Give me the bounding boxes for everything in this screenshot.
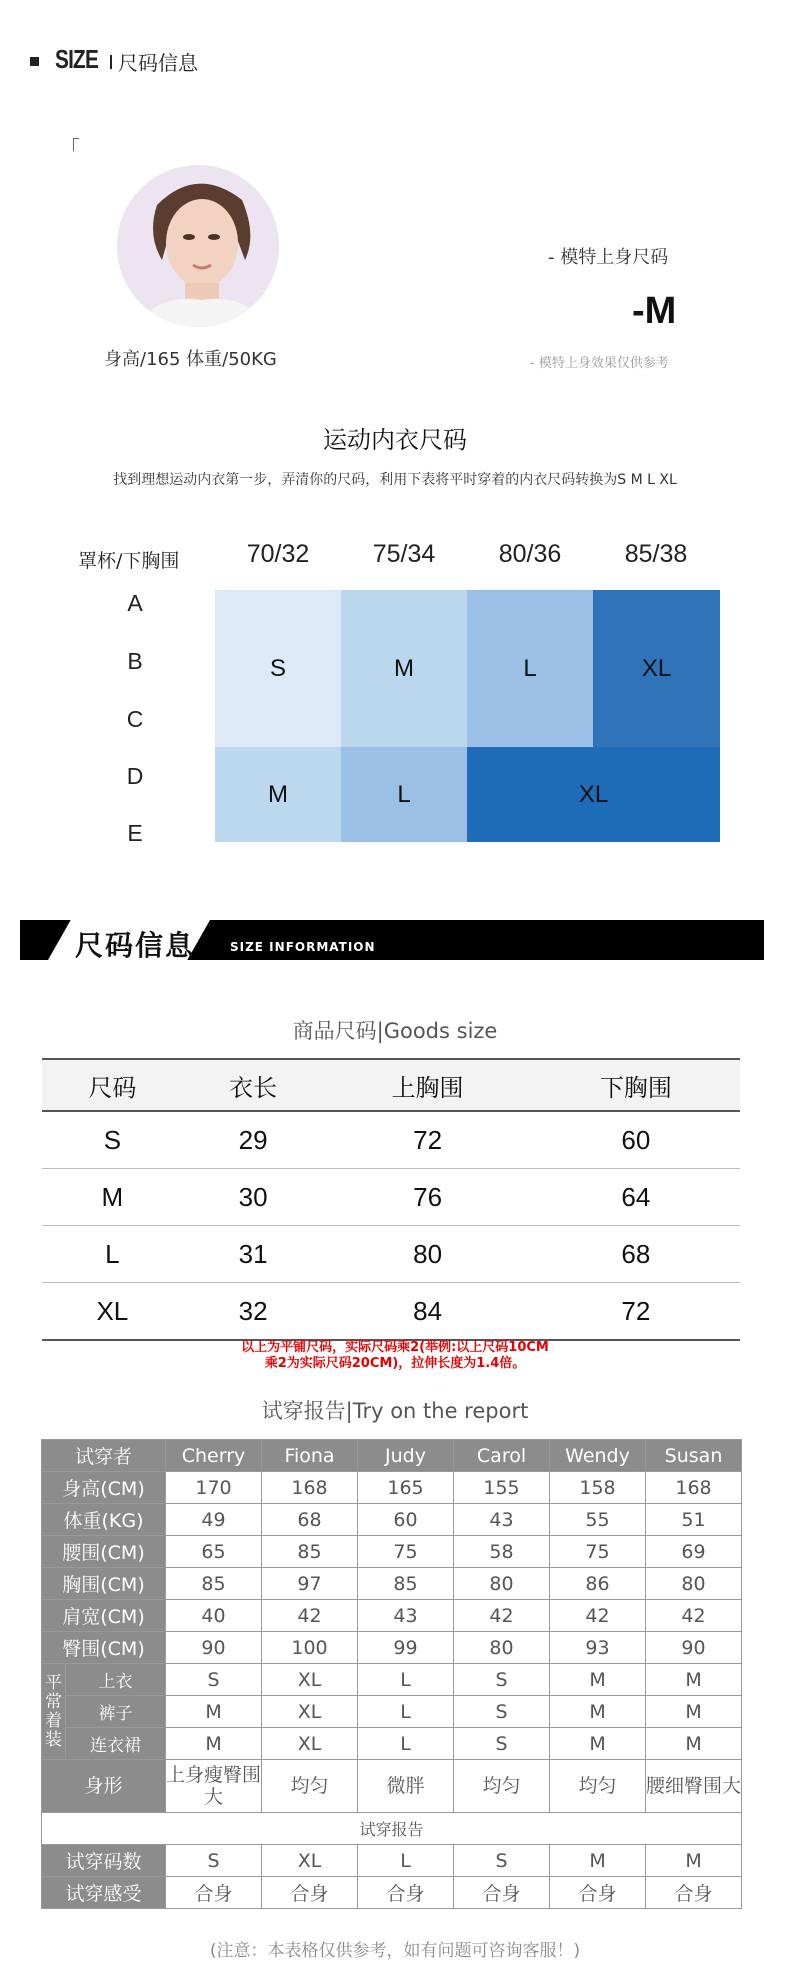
tryon-header-cell: 试穿者: [42, 1440, 166, 1472]
table-row: [42, 1568, 742, 1600]
model-stats: 身高/165 体重/50KG: [104, 349, 277, 370]
table-cell: M: [166, 1696, 262, 1728]
table-cell: 29: [183, 1111, 324, 1169]
table-cell: 49: [166, 1504, 262, 1536]
table-cell: 86: [550, 1568, 646, 1600]
row-label: 腰围(CM): [42, 1536, 166, 1568]
table-cell: M: [646, 1728, 742, 1760]
table-cell: S: [454, 1845, 550, 1877]
table-cell: M: [646, 1845, 742, 1877]
table-cell: 90: [646, 1632, 742, 1664]
tryon-header-cell: Judy: [358, 1440, 454, 1472]
table-cell: XL: [262, 1696, 358, 1728]
bra-size-cell: L: [341, 747, 467, 842]
tryon-header-row: [42, 1440, 742, 1472]
column-header: 下胸围: [532, 1059, 740, 1111]
goods-size-table: [42, 1058, 740, 1341]
table-cell: 合身: [166, 1877, 262, 1909]
table-cell: 42: [454, 1600, 550, 1632]
table-row: [42, 1600, 742, 1632]
table-cell: 42: [550, 1600, 646, 1632]
header-divider: [110, 55, 112, 69]
table-cell: M: [166, 1728, 262, 1760]
tryon-header-cell: Fiona: [262, 1440, 358, 1472]
tryon-report-label: 试穿报告: [42, 1813, 742, 1845]
model-size-value: -M: [632, 290, 677, 332]
table-cell: 合身: [262, 1877, 358, 1909]
table-cell: 60: [358, 1504, 454, 1536]
table-cell: 100: [262, 1632, 358, 1664]
table-cell: M: [550, 1664, 646, 1696]
table-cell: 158: [550, 1472, 646, 1504]
model-note: - 模特上身效果仅供参考: [530, 356, 669, 371]
goods-size-title: 商品尺码|Goods size: [292, 1019, 498, 1043]
model-size-label: - 模特上身尺码: [548, 247, 669, 268]
row-label: 试穿码数: [42, 1845, 166, 1877]
bra-row-label: A: [127, 590, 143, 616]
table-cell: 84: [323, 1283, 531, 1341]
row-label: 裤子: [66, 1696, 166, 1728]
bra-col-header: 75/34: [372, 540, 436, 568]
table-row: [42, 1845, 742, 1877]
row-label: 肩宽(CM): [42, 1600, 166, 1632]
table-cell: 55: [550, 1504, 646, 1536]
table-cell: 43: [358, 1600, 454, 1632]
table-cell: 168: [646, 1472, 742, 1504]
table-cell: 76: [323, 1169, 531, 1226]
table-row: [42, 1472, 742, 1504]
row-label: 臀围(CM): [42, 1632, 166, 1664]
table-cell: 均匀: [262, 1760, 358, 1813]
bra-size-cell: XL: [467, 747, 720, 842]
table-cell: S: [166, 1664, 262, 1696]
table-cell: 85: [358, 1568, 454, 1600]
table-row: [42, 1226, 740, 1283]
table-cell: S: [42, 1111, 183, 1169]
table-cell: L: [358, 1728, 454, 1760]
tryon-table: [41, 1439, 742, 1909]
table-cell: 80: [646, 1568, 742, 1600]
table-header-row: [42, 1059, 740, 1111]
row-label: 胸围(CM): [42, 1568, 166, 1600]
table-row: [42, 1536, 742, 1568]
table-cell: 165: [358, 1472, 454, 1504]
table-cell: M: [646, 1696, 742, 1728]
table-row: [42, 1728, 742, 1760]
tryon-header-cell: Wendy: [550, 1440, 646, 1472]
table-cell: M: [550, 1696, 646, 1728]
table-cell: 90: [166, 1632, 262, 1664]
bra-size-cell: L: [467, 590, 593, 747]
table-cell: 155: [454, 1472, 550, 1504]
table-cell: 65: [166, 1536, 262, 1568]
table-cell: 170: [166, 1472, 262, 1504]
table-cell: 80: [454, 1632, 550, 1664]
table-cell: S: [454, 1728, 550, 1760]
size-subheading: 尺码信息: [118, 51, 198, 75]
table-row: [42, 1696, 742, 1728]
table-cell: L: [358, 1696, 454, 1728]
table-cell: XL: [262, 1845, 358, 1877]
bra-row-label: B: [127, 648, 143, 674]
table-cell: S: [454, 1696, 550, 1728]
table-cell: 腰细臀围大: [646, 1760, 742, 1813]
bra-size-cell: S: [215, 590, 341, 747]
tryon-header-cell: Cherry: [166, 1440, 262, 1472]
bra-row-label: D: [126, 763, 144, 789]
tryon-title: 试穿报告|Try on the report: [261, 1399, 529, 1423]
row-label: 上衣: [66, 1664, 166, 1696]
table-cell: 上身瘦臀围大: [166, 1760, 262, 1813]
bra-size-cell: XL: [593, 590, 720, 747]
table-cell: 75: [358, 1536, 454, 1568]
size-heading: SIZE: [55, 44, 99, 74]
row-label: 连衣裙: [66, 1728, 166, 1760]
table-cell: L: [358, 1664, 454, 1696]
table-row: [42, 1169, 740, 1226]
table-cell: 51: [646, 1504, 742, 1536]
table-cell: 均匀: [454, 1760, 550, 1813]
table-cell: 68: [532, 1226, 740, 1283]
table-row: [42, 1504, 742, 1536]
banner-subtitle: SIZE INFORMATION: [230, 940, 376, 954]
table-cell: 64: [532, 1169, 740, 1226]
table-cell: S: [454, 1664, 550, 1696]
bra-row-label: C: [126, 706, 144, 732]
table-row: [42, 1664, 742, 1696]
table-cell: 合身: [646, 1877, 742, 1909]
wear-group-label: 平常着装: [42, 1664, 66, 1760]
table-cell: 32: [183, 1283, 324, 1341]
table-cell: 40: [166, 1600, 262, 1632]
table-row: [42, 1111, 740, 1169]
table-cell: 42: [262, 1600, 358, 1632]
header-bullet: [30, 57, 39, 66]
table-cell: XL: [42, 1283, 183, 1341]
column-header: 尺码: [42, 1059, 183, 1111]
model-avatar: [117, 165, 279, 327]
table-cell: 75: [550, 1536, 646, 1568]
table-cell: 72: [323, 1111, 531, 1169]
row-label: 试穿感受: [42, 1877, 166, 1909]
table-row: [42, 1877, 742, 1909]
table-cell: S: [166, 1845, 262, 1877]
measurement-note-line2: 乘2为实际尺码20CM)，拉伸长度为1.4倍。: [264, 1356, 526, 1371]
tryon-header-cell: Carol: [454, 1440, 550, 1472]
table-cell: 均匀: [550, 1760, 646, 1813]
bracket-mark: 「: [60, 136, 80, 160]
table-cell: 80: [323, 1226, 531, 1283]
bra-col-header: 85/38: [624, 540, 688, 568]
table-cell: 合身: [358, 1877, 454, 1909]
tryon-header-cell: Susan: [646, 1440, 742, 1472]
footer-note: (注意：本表格仅供参考，如有问题可咨询客服！): [209, 1941, 581, 1961]
table-cell: 58: [454, 1536, 550, 1568]
measurement-note: [0, 1340, 790, 1372]
table-cell: 30: [183, 1169, 324, 1226]
table-cell: 85: [166, 1568, 262, 1600]
bra-col-header: 70/32: [246, 540, 310, 568]
column-header: 上胸围: [323, 1059, 531, 1111]
table-cell: L: [42, 1226, 183, 1283]
table-cell: M: [550, 1845, 646, 1877]
table-cell: 72: [532, 1283, 740, 1341]
table-cell: 99: [358, 1632, 454, 1664]
table-cell: XL: [262, 1728, 358, 1760]
bra-grid-corner-label: 罩杯/下胸围: [78, 550, 180, 572]
table-cell: 69: [646, 1536, 742, 1568]
table-row: [42, 1813, 742, 1845]
measurement-note-line1: 以上为平铺尺码，实际尺码乘2(举例:以上尺码10CM: [241, 1340, 549, 1355]
table-cell: M: [42, 1169, 183, 1226]
table-cell: L: [358, 1845, 454, 1877]
banner-title: 尺码信息: [75, 929, 196, 962]
bra-row-label: E: [127, 820, 143, 846]
table-cell: 43: [454, 1504, 550, 1536]
table-cell: 85: [262, 1536, 358, 1568]
column-header: 衣长: [183, 1059, 324, 1111]
table-cell: 97: [262, 1568, 358, 1600]
table-cell: 93: [550, 1632, 646, 1664]
table-cell: 42: [646, 1600, 742, 1632]
table-cell: 60: [532, 1111, 740, 1169]
table-row: [42, 1632, 742, 1664]
table-cell: 80: [454, 1568, 550, 1600]
bra-size-desc: 找到理想运动内衣第一步，弄清你的尺码，利用下表将平时穿着的内衣尺码转换为S M L XL: [113, 472, 677, 488]
row-label: 体重(KG): [42, 1504, 166, 1536]
table-cell: 合身: [550, 1877, 646, 1909]
table-cell: 168: [262, 1472, 358, 1504]
row-label: 身高(CM): [42, 1472, 166, 1504]
table-cell: 合身: [454, 1877, 550, 1909]
table-cell: 31: [183, 1226, 324, 1283]
table-row: [42, 1283, 740, 1341]
table-cell: M: [550, 1728, 646, 1760]
table-cell: 68: [262, 1504, 358, 1536]
bra-size-cell: M: [215, 747, 341, 842]
bra-col-header: 80/36: [498, 540, 562, 568]
table-cell: 微胖: [358, 1760, 454, 1813]
table-cell: XL: [262, 1664, 358, 1696]
bra-size-cell: M: [341, 590, 467, 747]
table-row: [42, 1760, 742, 1813]
bra-size-title: 运动内衣尺码: [323, 426, 467, 454]
row-label: 身形: [42, 1760, 166, 1813]
table-cell: M: [646, 1664, 742, 1696]
